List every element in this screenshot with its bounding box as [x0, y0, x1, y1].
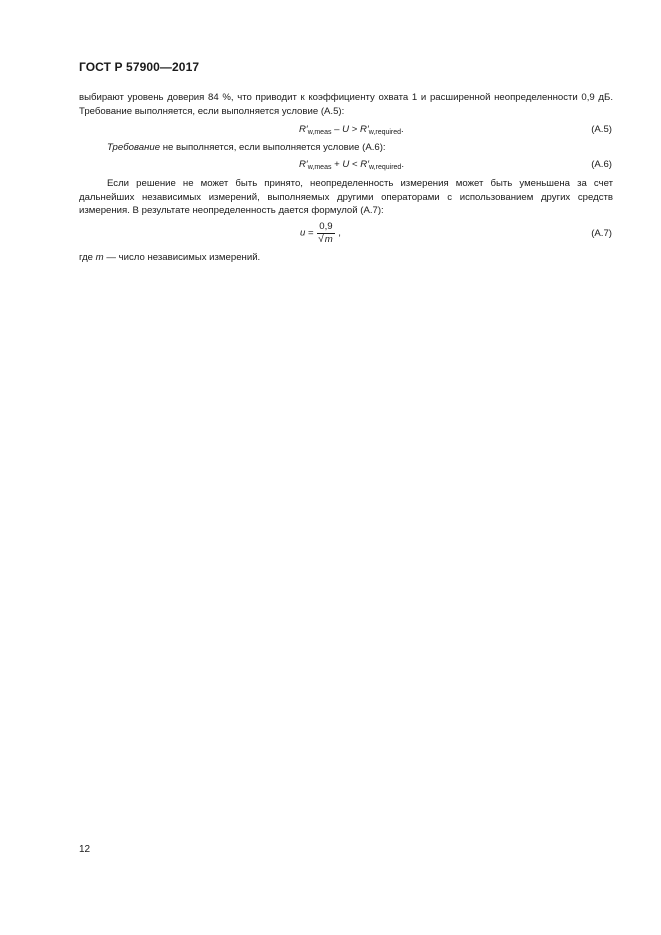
paragraph-further-measurements: Если решение не может быть принято, неопределенность измерения может быть уменьшена за счет дальнейших независимых измерений, выполняемых другими операторами с использованием других средств измерения. В результате неопределенность дается формулой (А.7): — [79, 178, 613, 216]
where-variable-m: m — [95, 252, 104, 263]
formula-a7-denominator — [317, 234, 334, 245]
formula-a6-r1: R′ — [299, 159, 308, 170]
where-prefix: где — [79, 252, 96, 263]
paragraph-requirement-not-met — [107, 141, 613, 155]
formula-a7-sqrt-arg: m — [324, 234, 333, 245]
paragraph-where-m — [79, 251, 613, 265]
formula-a5-r1-sub: w,meas — [307, 129, 332, 136]
requirement-italic-word: Требование — [107, 142, 161, 153]
requirement-rest: не выполняется, если выполняется условие (А.6): — [160, 142, 386, 153]
formula-a6-r2-sub: w,required — [369, 164, 402, 171]
sqrt-symbol: √ — [318, 234, 324, 245]
formula-a7-end: , — [335, 227, 341, 239]
formula-a6-r1-sub: w,meas — [307, 164, 332, 171]
formula-a5-r1: R′ — [299, 124, 308, 135]
formula-a7-numerator: 0,9 — [319, 221, 333, 232]
equation-number-a7: (А.7) — [591, 228, 612, 239]
formula-a6 — [299, 159, 404, 170]
formula-a7-fraction — [317, 221, 334, 245]
equation-number-a6: (А.6) — [591, 159, 612, 170]
formula-a6-u: U — [342, 159, 350, 170]
formula-a5 — [299, 124, 404, 135]
where-rest: — число независимых измерений. — [103, 252, 261, 263]
formula-a6-r2: R′ — [360, 159, 370, 170]
formula-a7-lhs: u — [300, 227, 306, 239]
equation-number-a5: (А.5) — [591, 124, 612, 135]
formula-a5-u: U — [342, 124, 350, 135]
paragraph-confidence: выбирают уровень доверия 84 %, что приводит к коэффициенту охвата 1 и расширенной неопределенности 0,9 дБ. Требование выполняется, если выполняется условие (А.5): — [79, 92, 613, 117]
formula-a6-end: . — [401, 159, 404, 170]
document-header: ГОСТ Р 57900—2017 — [79, 60, 200, 74]
page-number: 12 — [79, 844, 91, 855]
formula-a5-r2-sub: w,required — [368, 129, 402, 136]
formula-a6-cmp: < — [349, 159, 361, 170]
formula-a6-op: + — [331, 159, 343, 170]
formula-a5-r2: R′ — [360, 124, 369, 135]
formula-a7 — [300, 221, 341, 245]
formula-a7-eq: = — [305, 227, 317, 239]
formula-a5-end: . — [401, 124, 404, 135]
formula-a5-op: – — [331, 124, 343, 135]
formula-a5-cmp: > — [349, 124, 361, 135]
